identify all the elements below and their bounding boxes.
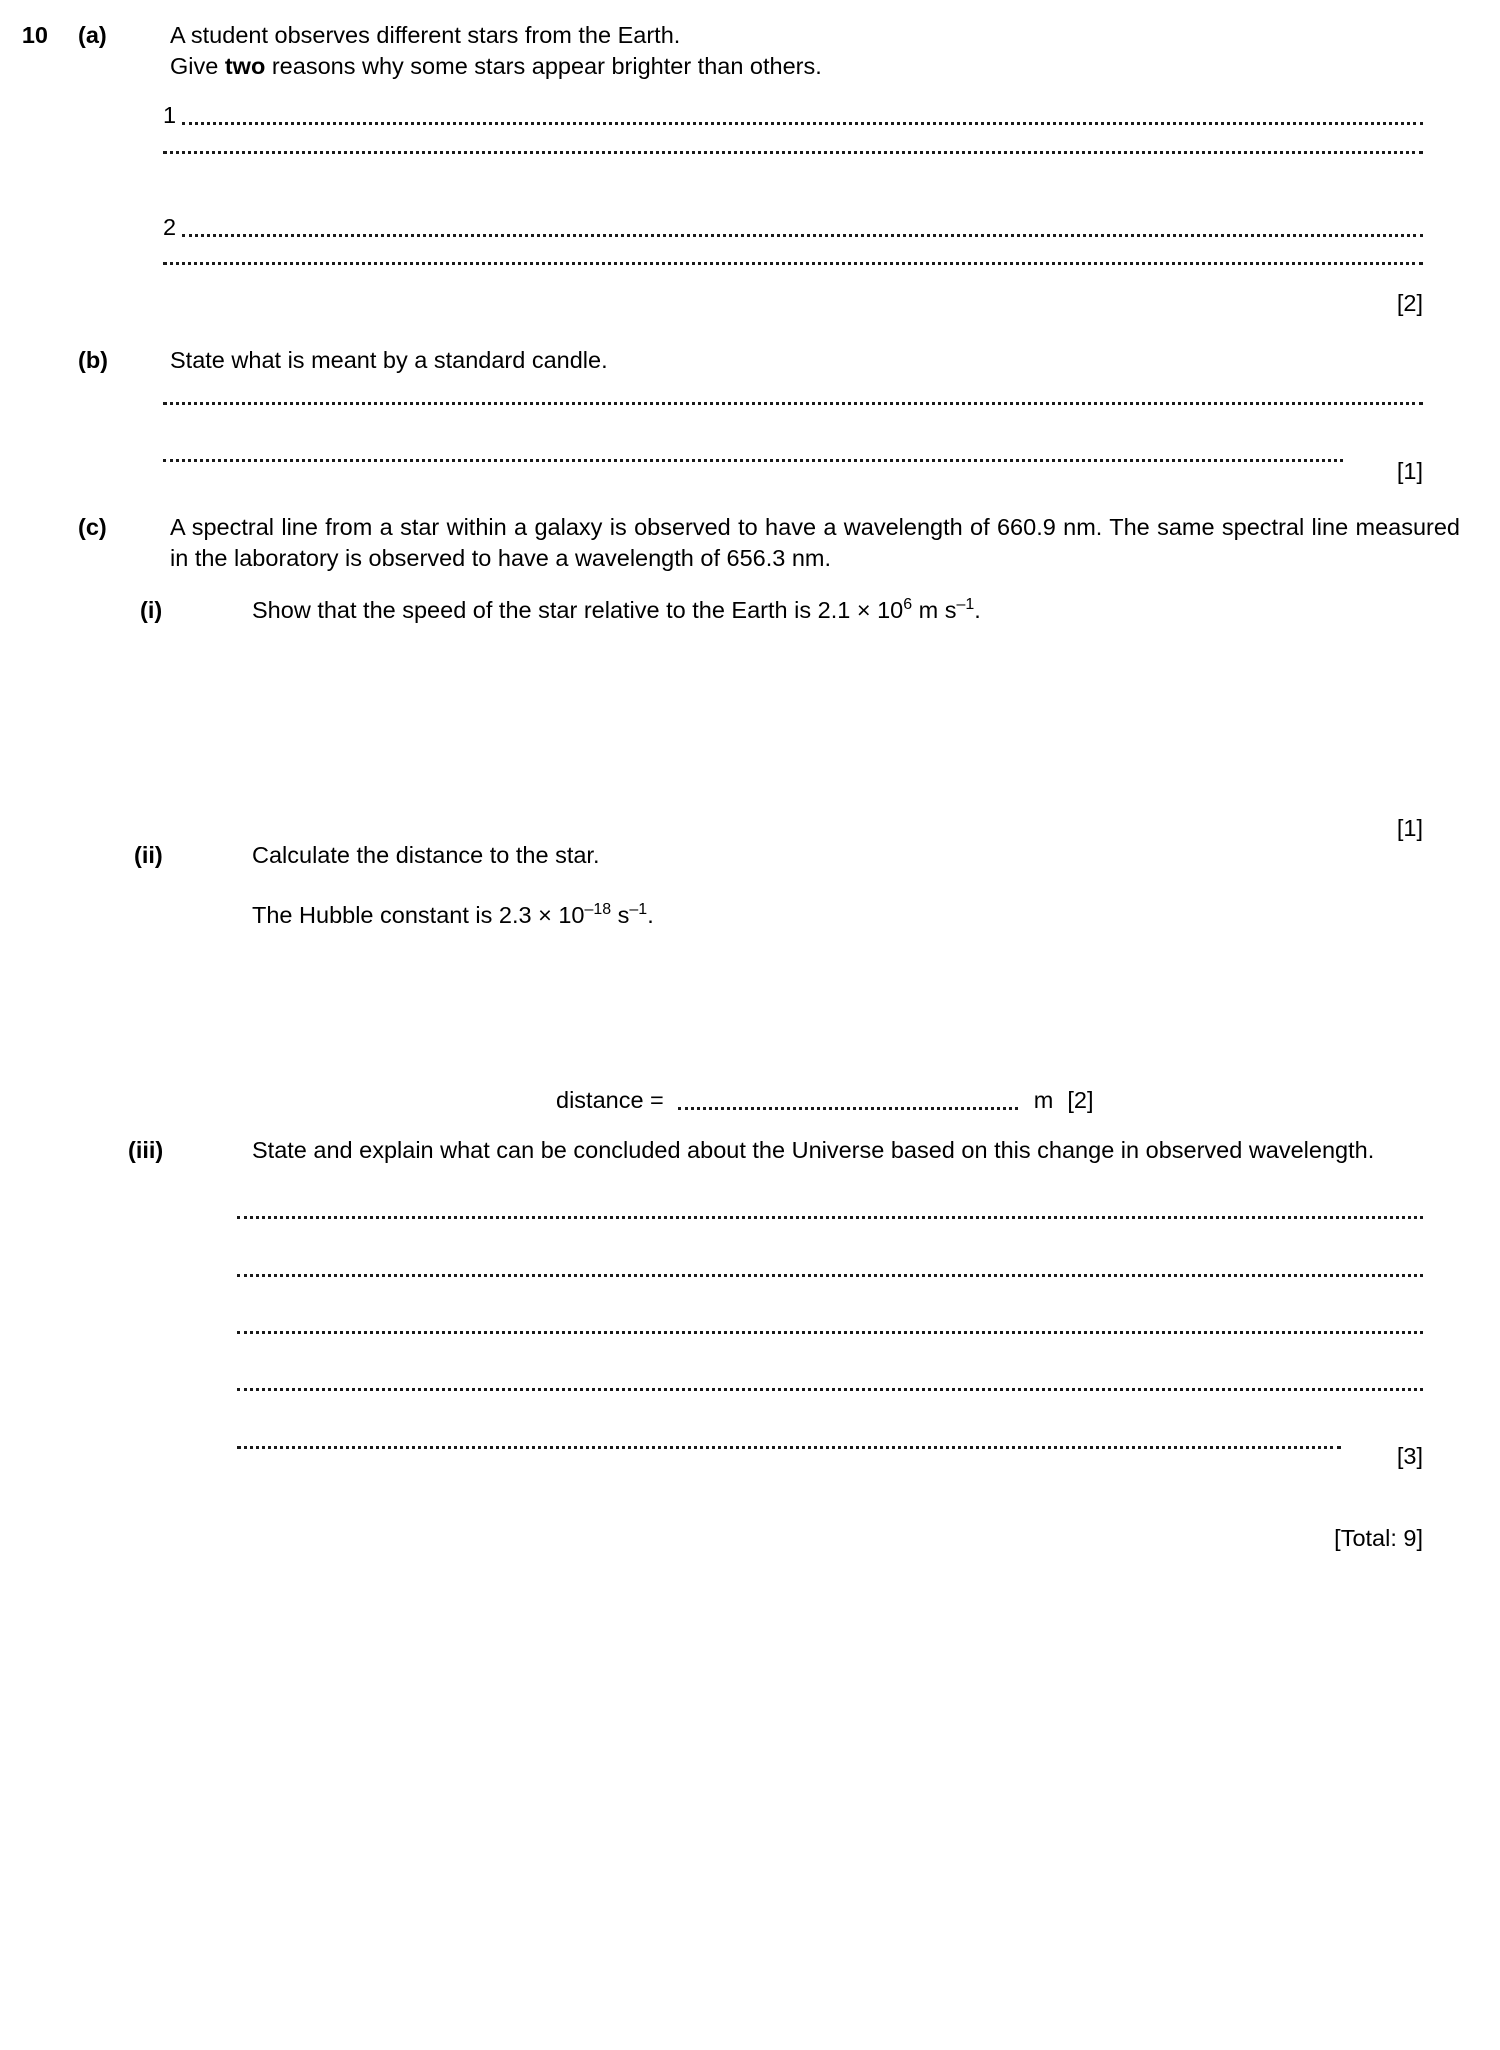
part-c-sub-ii-label: (ii) [134,842,163,868]
distance-answer-label: distance = [556,1087,664,1113]
sub-i-text-post: m s [912,597,957,623]
part-c-sub-ii-marks: [2] [1067,1087,1094,1113]
question-total: [Total: 9] [1334,1525,1423,1551]
part-c-sub-ii-heading [0,840,1460,871]
part-c-sub-i-heading [0,595,1460,626]
part-a-line2 [170,51,1460,82]
sub-i-exponent-minus1: –1 [956,596,975,614]
part-b-text: State what is meant by a standard candle. [170,347,608,373]
part-a-answer-line-2b[interactable] [163,268,1423,271]
hubble-constant-text [252,900,1460,931]
part-a-answer-number-1: 1 [163,102,177,128]
dotted-rule[interactable] [237,1274,1423,1277]
part-c-sub-iii-answer-line-3[interactable] [237,1337,1423,1340]
part-c-label: (c) [78,514,107,540]
hubble-post: s [611,902,630,928]
distance-answer-dotted-field[interactable] [678,1107,1018,1110]
dotted-rule[interactable] [237,1331,1423,1334]
part-a-answer-line-1b[interactable] [163,157,1423,160]
part-c-sub-iii-label: (iii) [128,1137,164,1163]
question-10-part-a-heading [0,20,1460,82]
sub-i-text-pre: Show that the speed of the star relative to the Earth is 2.1 × 10 [252,597,904,623]
part-b-label: (b) [78,347,109,373]
hubble-exponent-minus1: –1 [629,901,648,919]
part-a-text [170,20,1460,82]
part-a-answer-number-2: 2 [163,214,177,240]
question-10-part-b-heading [0,345,1460,376]
hubble-pre: The Hubble constant is 2.3 × 10 [252,902,585,928]
part-c-sub-iii-heading [0,1135,1460,1166]
part-a-label: (a) [78,22,107,48]
part-c-sub-i-text [252,595,1460,626]
part-a-line2-pre: Give [170,53,225,79]
dotted-rule[interactable] [237,1216,1423,1219]
part-c-sub-iii-text: State and explain what can be concluded about the Universe based on this change in observed wavelength. [252,1137,1375,1163]
part-b-marks: [1] [1396,458,1423,484]
dotted-rule[interactable] [237,1388,1423,1391]
part-a-line2-bold: two [224,53,266,79]
part-a-answer-line-1[interactable] [163,100,1423,131]
distance-answer-row[interactable] [556,1085,1446,1116]
part-c-sub-ii-text: Calculate the distance to the star. [252,842,600,868]
dotted-rule[interactable] [163,402,1423,405]
part-a-line1: A student observes different stars from the Earth. [170,22,681,48]
distance-answer-unit: m [1033,1087,1054,1113]
part-c-sub-iii-answer-line-1[interactable] [237,1222,1423,1225]
part-c-sub-i-label: (i) [140,597,163,623]
part-a-line2-post: reasons why some stars appear brighter than others. [265,53,822,79]
part-c-sub-i-marks: [1] [1396,815,1423,841]
part-a-answer-line-2[interactable] [163,212,1423,243]
dotted-rule[interactable] [163,262,1423,265]
part-a-marks: [2] [1396,290,1423,316]
hubble-exponent-minus18: –18 [584,901,612,919]
part-b-answer-line-1[interactable] [163,408,1423,411]
dotted-rule[interactable] [163,151,1423,154]
part-c-sub-iii-answer-line-2[interactable] [237,1280,1423,1283]
part-c-sub-ii-hubble-line [0,900,1460,931]
part-c-sub-iii-answer-line-4[interactable] [237,1394,1423,1397]
question-number: 10 [21,22,48,48]
dotted-rule[interactable] [182,122,1423,125]
part-c-sub-iii-marks: [3] [1396,1443,1423,1469]
hubble-end: . [647,902,654,928]
part-c-text: A spectral line from a star within a galaxy is observed to have a wavelength of 660.9 nm. The same spectral line measured in the laboratory is observed to have a wavelength of 656.3 nm. [170,514,1460,571]
question-10-part-c-heading [0,512,1460,574]
sub-i-text-end: . [974,597,981,623]
dotted-rule[interactable] [182,234,1423,237]
sub-i-exponent-6: 6 [903,596,913,614]
